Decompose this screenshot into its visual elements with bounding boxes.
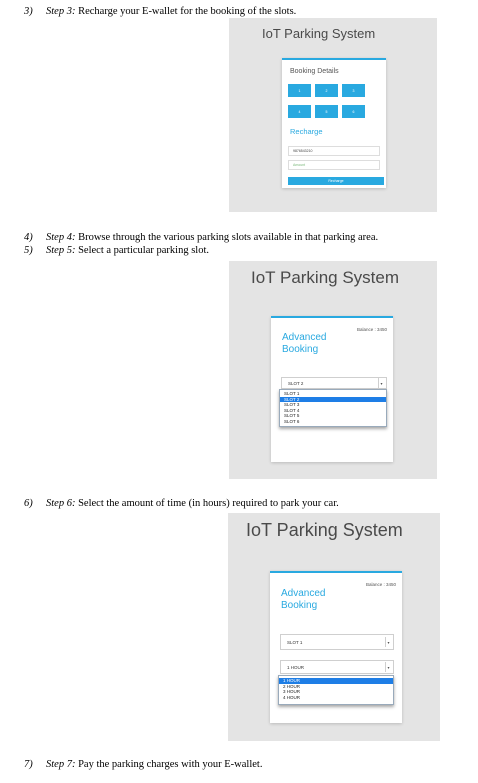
step-6-line <box>24 497 339 510</box>
step-text: Select the amount of time (in hours) required to park your car. <box>75 498 339 509</box>
slot-select-value: SLOT 1 <box>287 639 303 645</box>
step-number: 7) <box>24 759 33 770</box>
hour-option[interactable]: 4 HOUR <box>283 694 301 700</box>
heading-line-1: Advanced <box>282 332 327 343</box>
app-title: IoT Parking System <box>246 520 403 540</box>
recharge-label: Recharge <box>290 127 323 136</box>
step-label: Step 6: <box>46 498 76 509</box>
amount-input[interactable]: Amount <box>288 160 380 170</box>
step-number: 6) <box>24 498 33 509</box>
chevron-down-icon: ▾ <box>378 378 384 388</box>
slot-option[interactable]: SLOT 3 <box>284 402 300 407</box>
heading-line-2: Booking <box>281 600 318 611</box>
advanced-booking-card <box>270 571 402 723</box>
slot-option[interactable]: SLOT 1 <box>284 391 300 396</box>
step-text: Select a particular parking slot. <box>75 245 209 256</box>
step-number: 5) <box>24 245 33 256</box>
step-7-line <box>24 758 262 771</box>
balance-text: Balance : 3450 <box>356 327 387 332</box>
step-number: 3) <box>24 6 33 17</box>
step-label: Step 4: <box>46 232 76 243</box>
step-label: Step 7: <box>46 759 76 770</box>
heading-line-1: Advanced <box>281 588 326 599</box>
screenshot-recharge <box>229 18 437 212</box>
hour-option-selected[interactable]: 1 HOUR <box>279 678 393 684</box>
slot-option-selected[interactable]: SLOT 2 <box>280 397 386 403</box>
keypad-button-2[interactable]: 2 <box>315 84 338 97</box>
hour-dropdown-list <box>278 675 394 705</box>
booking-details-title: Booking Details <box>290 68 339 75</box>
hour-option[interactable]: 2 HOUR <box>283 683 301 689</box>
advanced-booking-heading <box>282 332 326 356</box>
recharge-button[interactable]: Recharge <box>288 177 384 185</box>
advanced-booking-heading <box>281 588 325 612</box>
screenshot-slot-selection <box>229 261 437 479</box>
keypad-button-3[interactable]: 3 <box>342 84 365 97</box>
chevron-down-icon: ▾ <box>385 662 391 672</box>
app-title: IoT Parking System <box>262 26 376 41</box>
heading-line-2: Booking <box>282 344 319 355</box>
hour-option[interactable]: 3 HOUR <box>283 689 301 694</box>
screenshot-hour-selection <box>228 513 440 741</box>
step-3-line <box>24 5 296 18</box>
keypad-button-1[interactable]: 1 <box>288 84 311 97</box>
step-4-line <box>24 231 378 244</box>
slot-option[interactable]: SLOT 6 <box>284 418 300 424</box>
slot-select[interactable] <box>280 634 394 650</box>
keypad-button-4[interactable]: 4 <box>288 105 311 118</box>
slot-option[interactable]: SLOT 5 <box>284 413 300 418</box>
slot-select-value: SLOT 2 <box>288 380 304 386</box>
step-text: Pay the parking charges with your E-wallet. <box>75 759 263 770</box>
phone-input[interactable]: 9876543210 <box>288 146 380 156</box>
slot-option[interactable]: SLOT 4 <box>284 407 300 413</box>
step-label: Step 3: <box>46 6 76 17</box>
advanced-booking-card <box>271 316 393 462</box>
chevron-down-icon: ▾ <box>385 637 391 647</box>
booking-details-card <box>282 58 386 188</box>
step-text: Recharge your E-wallet for the booking of the slots. <box>75 6 297 17</box>
step-label: Step 5: <box>46 245 76 256</box>
app-title: IoT Parking System <box>251 268 400 287</box>
step-text: Browse through the various parking slots available in that parking area. <box>75 232 379 243</box>
keypad-button-6[interactable]: 6 <box>342 105 365 118</box>
slot-select[interactable] <box>281 377 387 389</box>
balance-text: Balance : 3450 <box>365 582 396 587</box>
step-number: 4) <box>24 232 33 243</box>
step-5-line <box>24 244 209 257</box>
keypad-button-5[interactable]: 5 <box>315 105 338 118</box>
hour-select[interactable] <box>280 660 394 674</box>
hour-select-value: 1 HOUR <box>287 664 305 670</box>
slot-dropdown-list <box>279 389 387 427</box>
